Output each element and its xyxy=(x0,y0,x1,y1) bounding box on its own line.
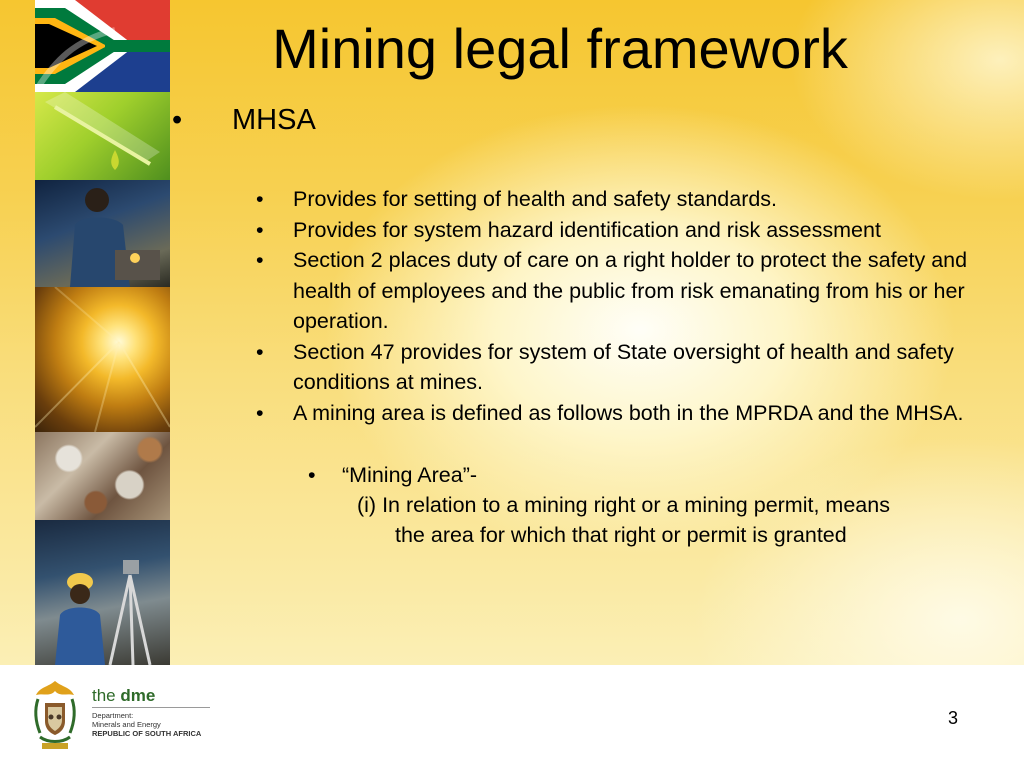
logo-the-text: the xyxy=(92,686,121,705)
bullet-marker: • xyxy=(172,104,183,136)
list-item xyxy=(256,184,1016,215)
logo-dme-text: dme xyxy=(120,686,156,705)
definition-line-1: (i) In relation to a mining right or a mining permit, means xyxy=(357,493,890,517)
logo-divider xyxy=(92,707,210,708)
bullet-marker: • xyxy=(256,400,264,425)
page-number: 3 xyxy=(948,708,959,728)
department-label: Department: xyxy=(92,711,134,720)
list-item-text: Section 47 provides for system of State oversight of health and safety conditions at mines. xyxy=(293,339,954,394)
country-name: REPUBLIC OF SOUTH AFRICA xyxy=(92,729,202,738)
bullet-list xyxy=(256,184,1016,428)
bullet-marker: • xyxy=(308,463,316,487)
level1-text: MHSA xyxy=(232,104,316,136)
sub-bullet-text: “Mining Area”- xyxy=(342,463,478,487)
dme-logo-text xyxy=(92,686,155,706)
definition-line-2: the area for which that right or permit is granted xyxy=(395,523,847,547)
list-item-text: Provides for setting of health and safety standards. xyxy=(293,187,778,211)
bullet-marker: • xyxy=(256,217,264,242)
list-item xyxy=(256,337,1016,398)
bullet-marker: • xyxy=(256,248,264,272)
department-name: Minerals and Energy xyxy=(92,720,161,729)
list-item-text: Section 2 places duty of care on a right holder to protect the safety and health of employees and the public from risk emanating from his or her operation. xyxy=(293,248,968,333)
coat-of-arms-icon xyxy=(30,677,80,753)
list-item xyxy=(256,245,1016,337)
slide-footer xyxy=(0,665,1024,768)
bullet-marker: • xyxy=(256,187,264,211)
list-item-text: Provides for system hazard identification and risk assessment xyxy=(293,217,881,242)
list-item xyxy=(256,398,1016,429)
slide-title: Mining legal framework xyxy=(272,17,848,80)
bullet-marker: • xyxy=(256,339,264,364)
list-item xyxy=(256,215,1016,246)
list-item-text: A mining area is defined as follows both in the MPRDA and the MHSA. xyxy=(293,400,964,425)
